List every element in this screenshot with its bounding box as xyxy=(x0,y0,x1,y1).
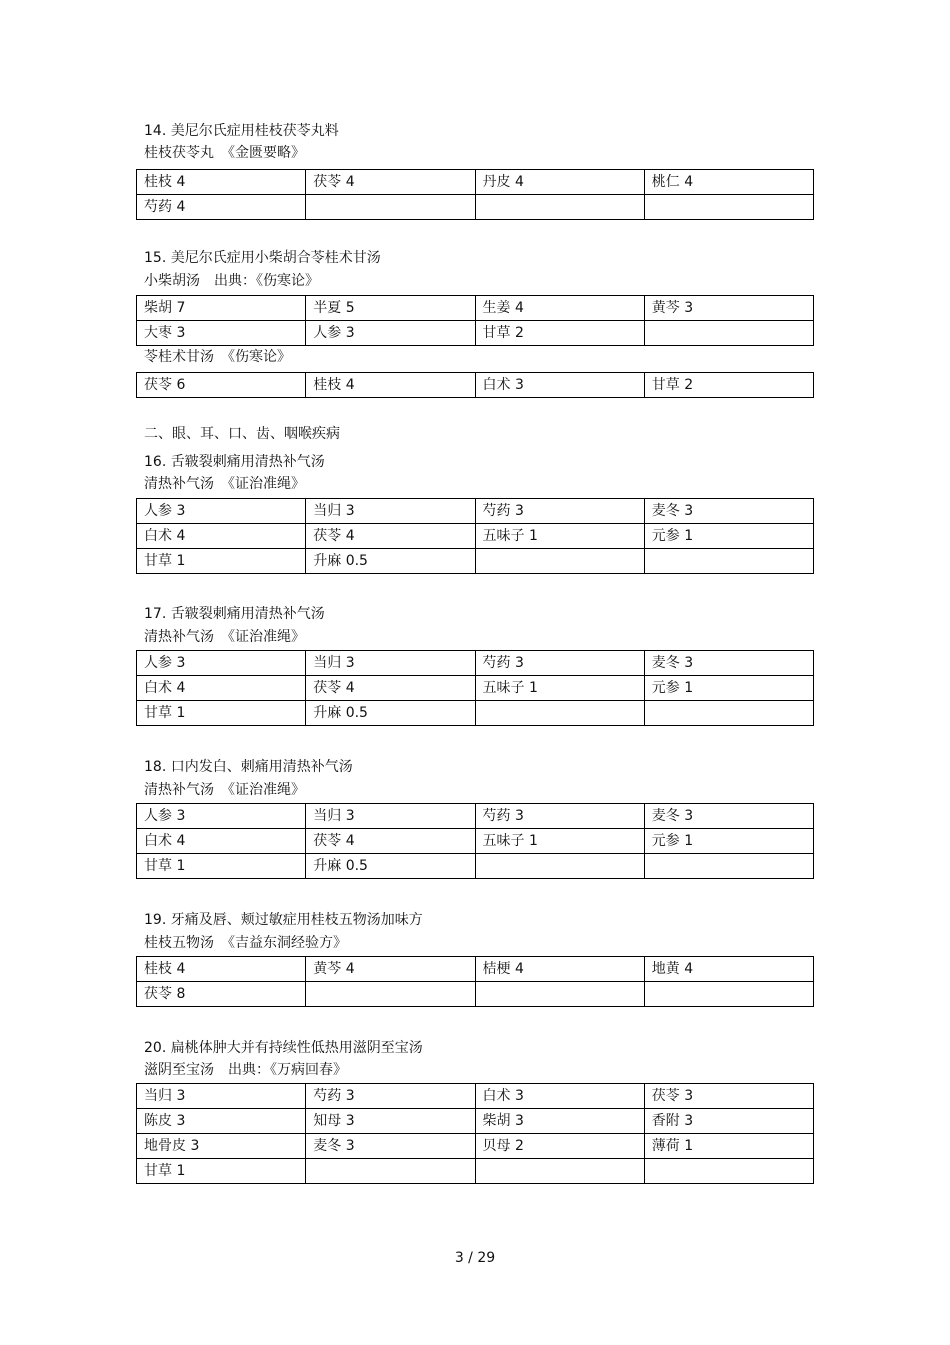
item-heading: 17. 舌皲裂刺痛用清热补气汤 xyxy=(144,606,325,622)
herb-cell: 人参 3 xyxy=(306,321,475,346)
table-row xyxy=(137,829,814,854)
herb-cell: 元参 1 xyxy=(644,524,813,549)
herb-cell: 人参 3 xyxy=(137,651,306,676)
herb-cell: 陈皮 3 xyxy=(137,1109,306,1134)
herb-cell: 升麻 0.5 xyxy=(306,854,475,879)
herb-cell: 麦冬 3 xyxy=(644,804,813,829)
formula-table xyxy=(136,803,814,879)
herb-cell: 柴胡 3 xyxy=(475,1109,644,1134)
herb-cell: 五味子 1 xyxy=(475,829,644,854)
herb-cell xyxy=(475,982,644,1007)
herb-cell xyxy=(644,982,813,1007)
herb-cell: 甘草 1 xyxy=(137,549,306,574)
herb-cell: 柴胡 7 xyxy=(137,296,306,321)
herb-cell: 芍药 3 xyxy=(475,804,644,829)
herb-cell: 知母 3 xyxy=(306,1109,475,1134)
table-row xyxy=(137,676,814,701)
formula-table xyxy=(136,1083,814,1184)
herb-cell: 甘草 2 xyxy=(475,321,644,346)
herb-cell: 白术 4 xyxy=(137,676,306,701)
herb-cell xyxy=(644,195,813,220)
herb-cell xyxy=(475,1159,644,1184)
herb-cell: 芍药 3 xyxy=(475,651,644,676)
herb-cell: 茯苓 4 xyxy=(306,829,475,854)
item-heading: 16. 舌皲裂刺痛用清热补气汤 xyxy=(144,454,325,470)
herb-cell: 芍药 3 xyxy=(306,1084,475,1109)
herb-cell: 生姜 4 xyxy=(475,296,644,321)
herb-cell: 当归 3 xyxy=(306,651,475,676)
herb-cell: 香附 3 xyxy=(644,1109,813,1134)
herb-cell: 人参 3 xyxy=(137,499,306,524)
page-number: 3 / 29 xyxy=(454,1250,496,1266)
table-row xyxy=(137,651,814,676)
table-row xyxy=(137,499,814,524)
herb-cell: 半夏 5 xyxy=(306,296,475,321)
herb-cell: 桂枝 4 xyxy=(137,957,306,982)
herb-cell: 甘草 1 xyxy=(137,854,306,879)
herb-cell: 黄芩 3 xyxy=(644,296,813,321)
herb-cell xyxy=(306,1159,475,1184)
herb-cell: 甘草 1 xyxy=(137,1159,306,1184)
formula-source: 清热补气汤 《证治准绳》 xyxy=(144,782,305,798)
herb-cell: 茯苓 4 xyxy=(306,676,475,701)
item-heading: 20. 扁桃体肿大并有持续性低热用滋阴至宝汤 xyxy=(144,1040,423,1056)
formula-table xyxy=(136,650,814,726)
herb-cell: 白术 3 xyxy=(475,373,644,398)
item-heading: 18. 口内发白、刺痛用清热补气汤 xyxy=(144,759,353,775)
herb-cell: 升麻 0.5 xyxy=(306,549,475,574)
herb-cell: 麦冬 3 xyxy=(306,1134,475,1159)
item-heading: 15. 美尼尔氏症用小柴胡合苓桂术甘汤 xyxy=(144,250,381,266)
herb-cell: 丹皮 4 xyxy=(475,170,644,195)
table-row xyxy=(137,701,814,726)
table-row xyxy=(137,957,814,982)
table-row xyxy=(137,1159,814,1184)
table-row xyxy=(137,296,814,321)
herb-cell: 元参 1 xyxy=(644,676,813,701)
table-row xyxy=(137,321,814,346)
herb-cell xyxy=(644,321,813,346)
herb-cell: 五味子 1 xyxy=(475,676,644,701)
herb-cell: 麦冬 3 xyxy=(644,499,813,524)
herb-cell xyxy=(644,701,813,726)
table-row xyxy=(137,854,814,879)
herb-cell: 茯苓 3 xyxy=(644,1084,813,1109)
herb-cell: 桃仁 4 xyxy=(644,170,813,195)
formula-table xyxy=(136,498,814,574)
herb-cell: 升麻 0.5 xyxy=(306,701,475,726)
formula-source: 清热补气汤 《证治准绳》 xyxy=(144,629,305,645)
herb-cell: 白术 3 xyxy=(475,1084,644,1109)
herb-cell: 黄芩 4 xyxy=(306,957,475,982)
herb-cell: 五味子 1 xyxy=(475,524,644,549)
formula-table xyxy=(136,372,814,398)
herb-cell xyxy=(644,1159,813,1184)
table-row xyxy=(137,1109,814,1134)
herb-cell: 桂枝 4 xyxy=(137,170,306,195)
formula-source: 清热补气汤 《证治准绳》 xyxy=(144,476,305,492)
herb-cell: 白术 4 xyxy=(137,829,306,854)
table-row xyxy=(137,1084,814,1109)
item-heading: 14. 美尼尔氏症用桂枝茯苓丸料 xyxy=(144,123,339,139)
herb-cell: 桂枝 4 xyxy=(306,373,475,398)
herb-cell: 人参 3 xyxy=(137,804,306,829)
section-heading: 二、眼、耳、口、齿、咽喉疾病 xyxy=(144,426,340,442)
table-row xyxy=(137,195,814,220)
herb-cell: 当归 3 xyxy=(306,804,475,829)
herb-cell xyxy=(475,701,644,726)
herb-cell: 贝母 2 xyxy=(475,1134,644,1159)
herb-cell: 地骨皮 3 xyxy=(137,1134,306,1159)
formula-source: 苓桂术甘汤 《伤寒论》 xyxy=(144,349,291,365)
herb-cell: 大枣 3 xyxy=(137,321,306,346)
table-row xyxy=(137,170,814,195)
herb-cell xyxy=(644,549,813,574)
herb-cell: 地黄 4 xyxy=(644,957,813,982)
table-row xyxy=(137,373,814,398)
herb-cell: 桔梗 4 xyxy=(475,957,644,982)
herb-cell: 当归 3 xyxy=(306,499,475,524)
formula-source: 小柴胡汤 出典：《伤寒论》 xyxy=(144,273,319,289)
table-row xyxy=(137,804,814,829)
item-heading: 19. 牙痛及唇、颊过敏症用桂枝五物汤加味方 xyxy=(144,912,423,928)
table-row xyxy=(137,1134,814,1159)
herb-cell xyxy=(475,854,644,879)
formula-source: 桂枝茯苓丸 《金匮要略》 xyxy=(144,145,305,161)
herb-cell: 芍药 3 xyxy=(475,499,644,524)
herb-cell: 薄荷 1 xyxy=(644,1134,813,1159)
herb-cell: 麦冬 3 xyxy=(644,651,813,676)
herb-cell xyxy=(644,854,813,879)
herb-cell: 茯苓 6 xyxy=(137,373,306,398)
herb-cell xyxy=(306,195,475,220)
formula-source: 滋阴至宝汤 出典：《万病回春》 xyxy=(144,1062,347,1078)
herb-cell xyxy=(475,195,644,220)
formula-table xyxy=(136,956,814,1007)
herb-cell: 茯苓 8 xyxy=(137,982,306,1007)
herb-cell: 茯苓 4 xyxy=(306,524,475,549)
formula-source: 桂枝五物汤 《吉益东洞经验方》 xyxy=(144,935,347,951)
herb-cell xyxy=(475,549,644,574)
herb-cell xyxy=(306,982,475,1007)
formula-table xyxy=(136,169,814,220)
table-row xyxy=(137,524,814,549)
herb-cell: 白术 4 xyxy=(137,524,306,549)
herb-cell: 当归 3 xyxy=(137,1084,306,1109)
table-row xyxy=(137,982,814,1007)
herb-cell: 甘草 2 xyxy=(644,373,813,398)
formula-table xyxy=(136,295,814,346)
herb-cell: 芍药 4 xyxy=(137,195,306,220)
herb-cell: 茯苓 4 xyxy=(306,170,475,195)
herb-cell: 甘草 1 xyxy=(137,701,306,726)
herb-cell: 元参 1 xyxy=(644,829,813,854)
table-row xyxy=(137,549,814,574)
